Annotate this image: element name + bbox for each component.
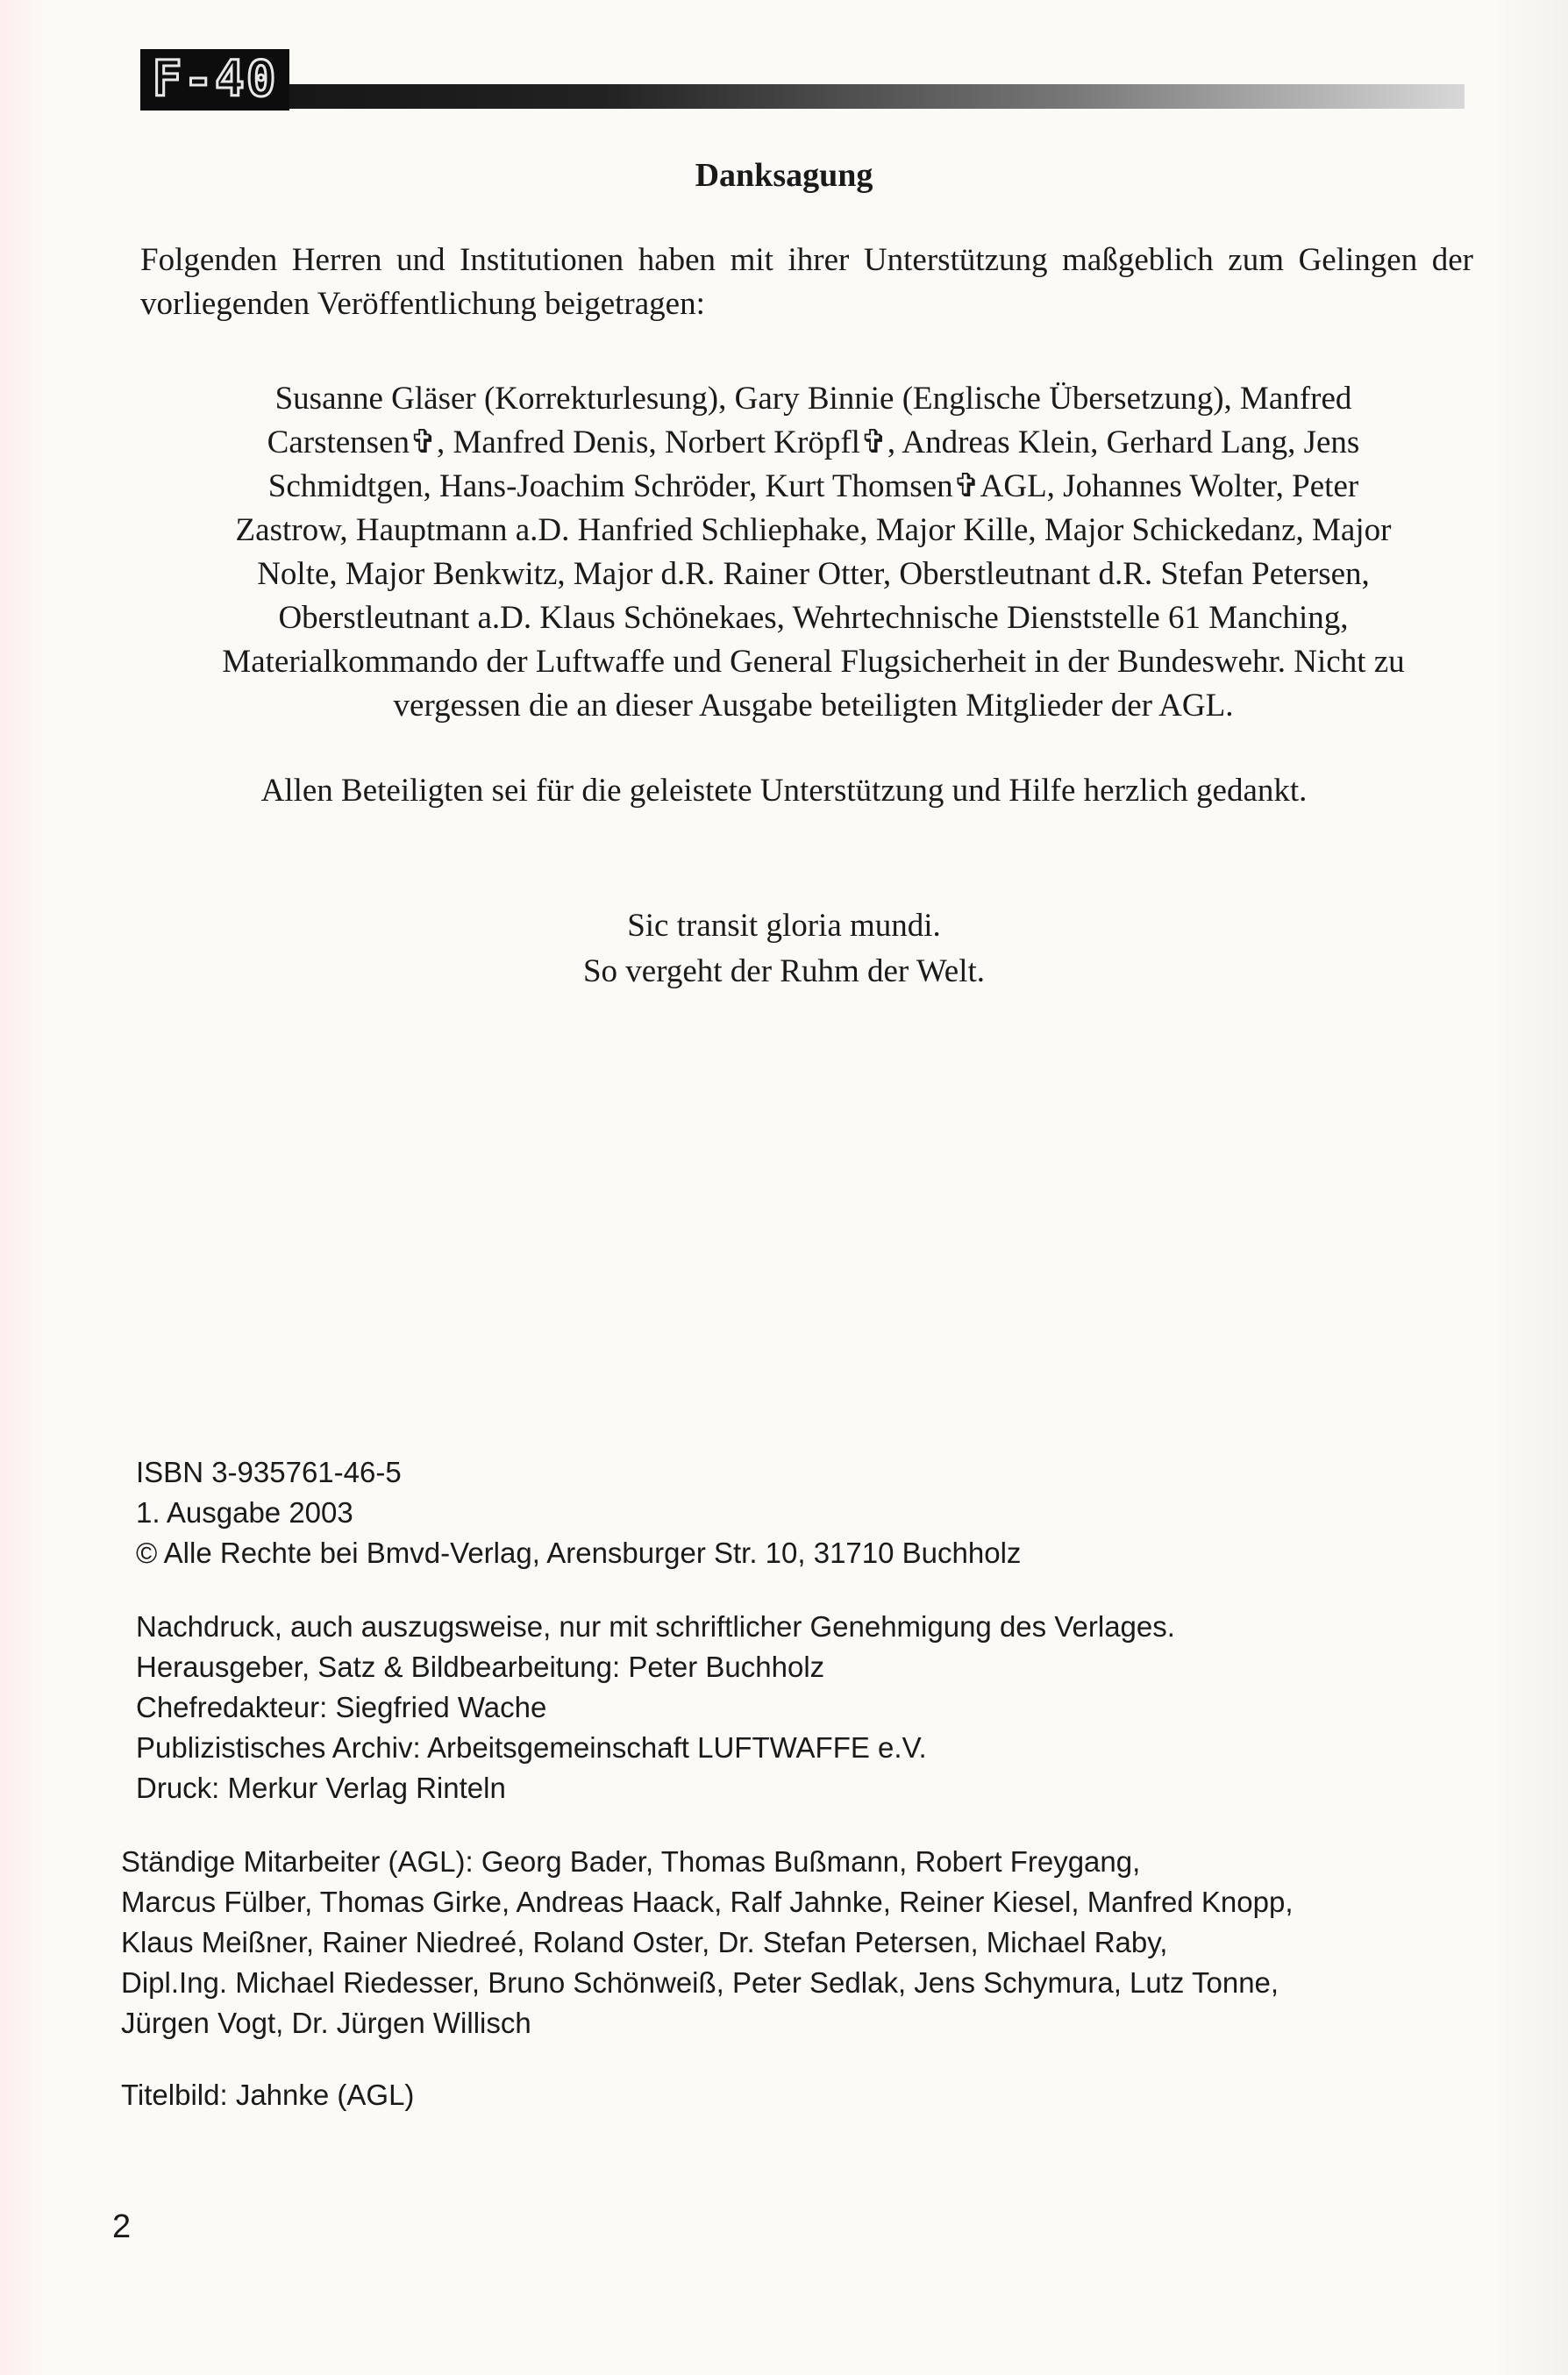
copyright: © Alle Rechte bei Bmvd-Verlag, Arensburger Str. 10, 31710 Buchholz [136, 1537, 1022, 1569]
names-line: Zastrow, Hauptmann a.D. Hanfried Schliephake, Major Kille, Major Schickedanz, Major [235, 512, 1392, 548]
motto-latin: Sic transit gloria mundi. [627, 908, 941, 944]
publication-info [136, 1452, 1504, 1573]
names-line: Carstensen✞, Manfred Denis, Norbert Kröpfl✞, Andreas Klein, Gerhard Lang, Jens [267, 424, 1360, 460]
publisher-credit: Herausgeber, Satz & Bildbearbeitung: Peter Buchholz [136, 1651, 825, 1683]
names-line: Schmidtgen, Hans-Joachim Schröder, Kurt Thomsen✞AGL, Johannes Wolter, Peter [267, 468, 1359, 504]
series-badge-label: F-40 [152, 51, 278, 108]
page-title: Danksagung [695, 157, 873, 194]
editor-credit: Chefredakteur: Siegfried Wache [136, 1691, 547, 1723]
contributors [121, 1842, 1458, 2043]
cover-credit: Titelbild: Jahnke (AGL) [121, 2079, 415, 2111]
names-line: vergessen die an dieser Ausgabe beteiligten Mitglieder der AGL. [393, 688, 1234, 724]
reprint-notice: Nachdruck, auch auszugsweise, nur mit schriftlicher Genehmigung des Verlages. [136, 1610, 1175, 1643]
archive-credit: Publizistisches Archiv: Arbeitsgemeinschaft LUFTWAFFE e.V. [136, 1731, 927, 1764]
isbn: ISBN 3-935761-46-5 [136, 1456, 402, 1488]
names-line: Oberstleutnant a.D. Klaus Schönekaes, Wehrtechnische Dienststelle 61 Manching, [278, 600, 1349, 636]
header-rule [140, 84, 1465, 109]
contributors-line: Dipl.Ing. Michael Riedesser, Bruno Schönweiß, Peter Sedlak, Jens Schymura, Lutz Tonne, [121, 1966, 1279, 1999]
edition: 1. Ausgabe 2003 [136, 1496, 353, 1529]
thanks-sentence: Allen Beteiligten sei für die geleistete Unterstützung und Hilfe herzlich gedankt. [260, 773, 1308, 809]
credits [136, 1607, 1504, 1808]
contributors-line: Jürgen Vogt, Dr. Jürgen Willisch [121, 2007, 531, 2039]
intro-paragraph: Folgenden Herren und Institutionen haben mit ihrer Unterstützung maßgeblich zum Gelingen der vorliegenden Veröffentlichung beigetragen: [140, 242, 1473, 322]
names-line: Materialkommando der Luftwaffe und General Flugsicherheit in der Bundeswehr. Nicht zu [222, 644, 1405, 680]
imprint [136, 1452, 1504, 1842]
contributors-line: Klaus Meißner, Rainer Niedreé, Roland Oster, Dr. Stefan Petersen, Michael Raby, [121, 1926, 1168, 1958]
names-line: Susanne Gläser (Korrekturlesung), Gary Binnie (Englische Übersetzung), Manfred [274, 381, 1352, 417]
page-number: 2 [112, 2208, 132, 2245]
printer-credit: Druck: Merkur Verlag Rinteln [136, 1772, 506, 1804]
motto-german: So vergeht der Ruhm der Welt. [582, 953, 986, 989]
series-badge [140, 49, 289, 111]
acknowledged-names [145, 377, 1482, 728]
contributors-line: Marcus Fülber, Thomas Girke, Andreas Haack, Ralf Jahnke, Reiner Kiesel, Manfred Knopp, [121, 1886, 1294, 1918]
contributors-line: Ständige Mitarbeiter (AGL): Georg Bader, Thomas Bußmann, Robert Freygang, [121, 1845, 1141, 1878]
motto [0, 903, 1568, 995]
names-line: Nolte, Major Benkwitz, Major d.R. Rainer Otter, Oberstleutnant d.R. Stefan Petersen, [257, 556, 1370, 592]
